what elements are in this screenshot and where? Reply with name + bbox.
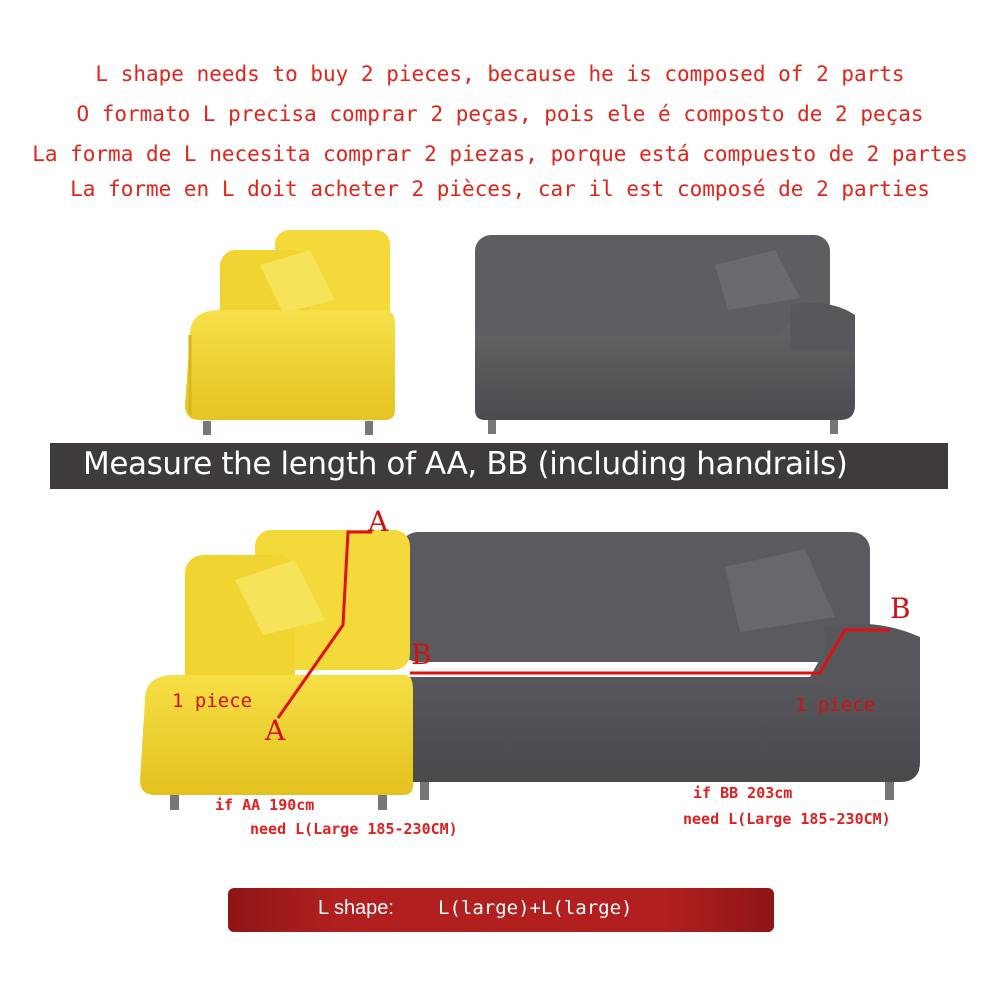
measure-banner-text: Measure the length of AA, BB (including handrails) — [83, 446, 848, 482]
note-left-line2: need L(Large 185-230CM) — [250, 820, 458, 838]
piece-label-right: 1 piece — [795, 694, 876, 716]
headline-french: La forme en L doit acheter 2 pièces, car il est composé de 2 parties — [70, 177, 930, 201]
shape-banner-label: L shape: — [318, 897, 394, 919]
letter-b-left: B — [411, 638, 432, 671]
note-right-line1: if BB 203cm — [693, 784, 793, 802]
shape-banner-value: L(large)+L(large) — [438, 897, 633, 919]
headline-english: L shape needs to buy 2 pieces, because he is composed of 2 parts — [95, 62, 905, 86]
headline-spanish: La forma de L necesita comprar 2 piezas, porque está compuesto de 2 partes — [32, 142, 968, 166]
letter-b-right: B — [890, 592, 911, 625]
measure-line-bb — [410, 630, 890, 673]
piece-label-left: 1 piece — [172, 690, 253, 712]
shape-banner — [228, 888, 774, 932]
note-right-line2: need L(Large 185-230CM) — [683, 810, 891, 828]
headline-portuguese: O formato L precisa comprar 2 peças, pois ele é composto de 2 peças — [76, 102, 924, 126]
note-left-line1: if AA 190cm — [215, 796, 315, 814]
letter-a-top: A — [368, 505, 389, 538]
measure-line-aa — [278, 532, 372, 718]
letter-a-bottom: A — [265, 714, 286, 747]
